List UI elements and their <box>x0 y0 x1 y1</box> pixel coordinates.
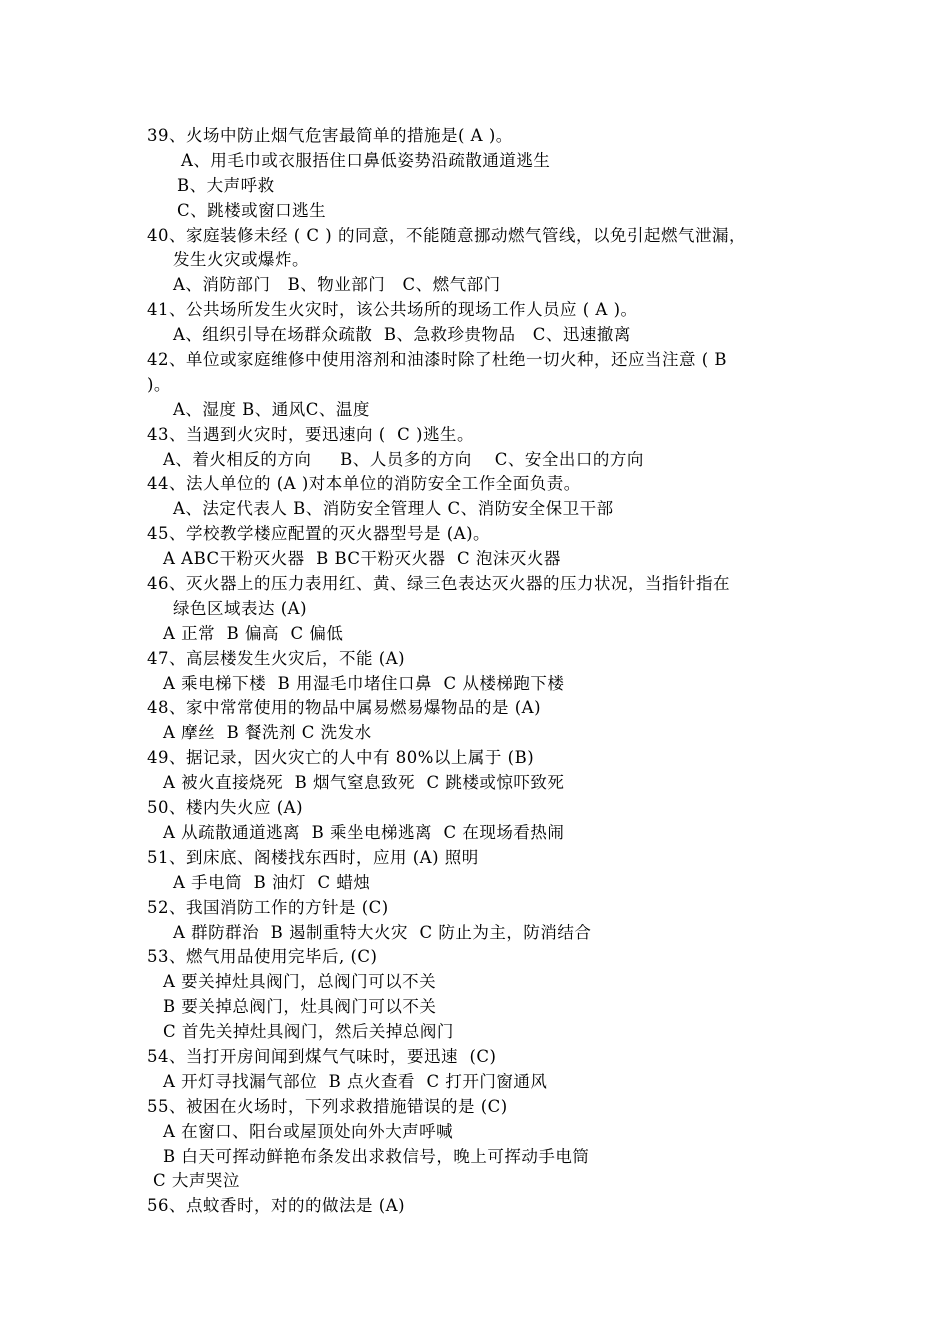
text-line: B、大声呼救 <box>177 175 275 195</box>
question-line: 51、到床底、阁楼找东西时，应用 (A) 照明 <box>147 847 479 867</box>
text-line: A、用毛巾或衣服捂住口鼻低姿势沿疏散通道逃生 <box>181 150 551 170</box>
text-line: A 乘电梯下楼 B 用湿毛巾堵住口鼻 C 从楼梯跑下楼 <box>163 673 565 693</box>
question-line: 39、火场中防止烟气危害最简单的措施是( A )。 <box>147 126 513 145</box>
text-line: 绿色区域表达 (A) <box>173 598 308 618</box>
text-line: A 正常 B 偏高 C 偏低 <box>163 623 344 643</box>
document-page <box>0 124 950 1219</box>
text-line: A ABC干粉灭火器 B BC干粉灭火器 C 泡沫灭火器 <box>163 549 561 569</box>
text-line: A、组织引导在场群众疏散 B、急救珍贵物品 C、迅速撤离 <box>173 325 631 345</box>
question-line: 52、我国消防工作的方针是 (C) <box>147 897 389 917</box>
question-line: 47、高层楼发生火灾后，不能 (A) <box>147 648 406 668</box>
question-line: 53、燃气用品使用完毕后, (C) <box>147 947 378 967</box>
text-line: A 摩丝 B 餐洗剂 C 洗发水 <box>163 723 372 743</box>
question-line: 50、楼内失火应 (A) <box>147 798 304 818</box>
text-line: A 要关掉灶具阀门，总阀门可以不关 <box>163 972 437 992</box>
question-line: 45、学校教学楼应配置的灭火器型号是 (A)。 <box>147 524 491 544</box>
text-line: A 群防群治 B 遏制重特大火灾 C 防止为主，防消结合 <box>173 922 592 942</box>
question-line: 42、单位或家庭维修中使用溶剂和油漆时除了杜绝一切火种，还应当注意 ( B <box>147 350 728 370</box>
text-line: A、消防部门 B、物业部门 C、燃气部门 <box>173 275 501 295</box>
question-line: 55、被困在火场时，下列求救措施错误的是 (C) <box>147 1096 508 1116</box>
text-line: A 开灯寻找漏气部位 B 点火查看 C 打开门窗通风 <box>163 1071 548 1091</box>
text-line: A 手电筒 B 油灯 C 蜡烛 <box>173 872 371 892</box>
text-line: A 从疏散通道逃离 B 乘坐电梯逃离 C 在现场看热闹 <box>163 822 565 842</box>
text-line: C 大声哭泣 <box>153 1171 240 1191</box>
text-line: A 在窗口、阳台或屋顶处向外大声呼喊 <box>163 1121 454 1141</box>
text-line: A、着火相反的方向 B、人员多的方向 C、安全出口的方向 <box>163 449 644 469</box>
text-line: C、跳楼或窗口逃生 <box>177 200 327 220</box>
text-line: A、湿度 B、通风C、温度 <box>173 399 370 419</box>
text-line: A 被火直接烧死 B 烟气窒息致死 C 跳楼或惊吓致死 <box>163 773 565 793</box>
question-line: 46、灭火器上的压力表用红、黄、绿三色表达灭火器的压力状况，当指针指在 <box>147 574 730 594</box>
question-line: 40、家庭装修未经 ( C ) 的同意，不能随意挪动燃气管线，以免引起燃气泄漏， <box>147 225 746 245</box>
text-line: A、法定代表人 B、消防安全管理人 C、消防安全保卫干部 <box>173 499 614 519</box>
text-line: B 要关掉总阀门，灶具阀门可以不关 <box>163 997 437 1017</box>
text-line: C 首先关掉灶具阀门，然后关掉总阀门 <box>163 1022 454 1042</box>
question-line: 41、公共场所发生火灾时，该公共场所的现场工作人员应 ( A )。 <box>147 300 638 320</box>
question-line: 48、家中常常使用的物品中属易燃易爆物品的是 (A) <box>147 698 542 718</box>
question-line: 54、当打开房间闻到煤气气味时，要迅速 (C) <box>147 1046 497 1066</box>
question-line: 56、点蚊香时，对的的做法是 (A) <box>147 1196 406 1216</box>
text-line: 发生火灾或爆炸。 <box>173 250 309 270</box>
text-line: B 白天可挥动鲜艳布条发出求救信号，晚上可挥动手电筒 <box>163 1146 590 1166</box>
question-line: 49、据记录，因火灾亡的人中有 80%以上属于 (B) <box>147 748 535 768</box>
question-line: 44、法人单位的 (A )对本单位的消防安全工作全面负责。 <box>147 474 581 494</box>
question-line: 43、当遇到火灾时，要迅速向 ( C )逃生。 <box>147 424 474 444</box>
text-line: )。 <box>147 374 171 394</box>
